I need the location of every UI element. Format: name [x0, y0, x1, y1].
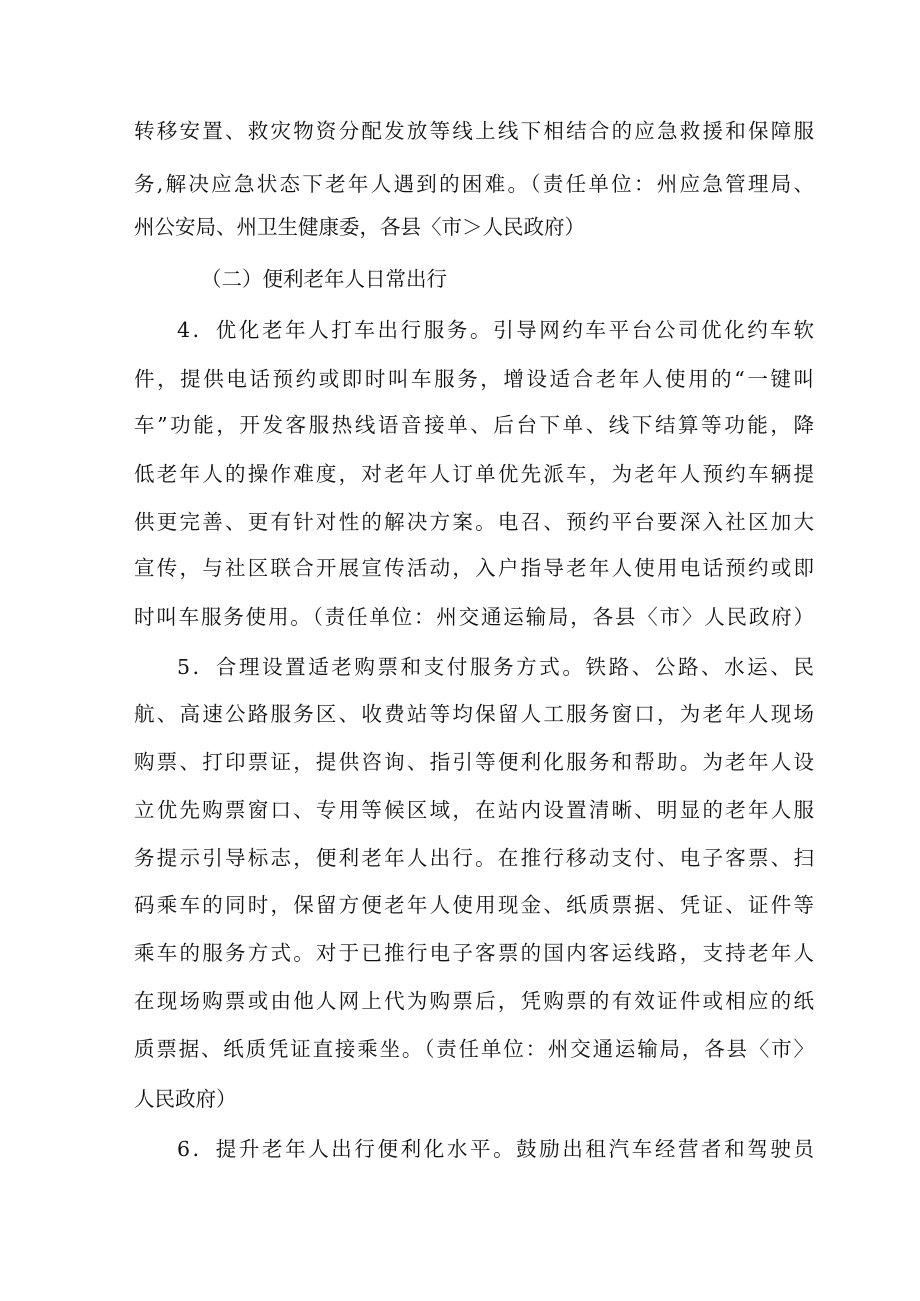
item-5-line: 5．合理设置适老购票和支付服务方式。铁路、公路、水运、民	[177, 655, 814, 679]
paragraph-line: 转移安置、救灾物资分配发放等线上线下相结合的应急救援和保障服	[134, 119, 814, 143]
item-4-line: 件，提供电话预约或即时叫车服务，增设适合老年人使用的“一键叫	[134, 367, 814, 391]
item-4-line: 车”功能，开发客服热线语音接单、后台下单、线下结算等功能，降	[134, 413, 814, 437]
item-5-line: 码乘车的同时，保留方便老年人使用现金、纸质票据、凭证、证件等	[134, 893, 814, 917]
item-5-line: 务提示引导标志，便利老年人出行。在推行移动支付、电子客票、扫	[134, 846, 814, 870]
paragraph-line: 务,解决应急状态下老年人遇到的困难。（责任单位：州应急管理局、	[134, 172, 814, 196]
paragraph-line: 州公安局、州卫生健康委，各县〈市＞人民政府）	[134, 215, 585, 239]
item-5-line: 立优先购票窗口、专用等候区域，在站内设置清晰、明显的老年人服	[134, 798, 814, 822]
item-4-line: 低老年人的操作难度，对老年人订单优先派车，为老年人预约车辆提	[134, 462, 814, 486]
item-5-line: 乘车的服务方式。对于已推行电子客票的国内客运线路，支持老年人	[134, 941, 814, 965]
item-5-line: 在现场购票或由他人网上代为购票后，凭购票的有效证件或相应的纸	[134, 989, 814, 1013]
item-5-line: 质票据、纸质凭证直接乘坐。（责任单位：州交通运输局，各县〈市〉	[134, 1037, 814, 1061]
item-5-line: 人民政府）	[134, 1087, 237, 1111]
item-4-line: 时叫车服务使用。（责任单位：州交通运输局，各县〈市〉人民政府）	[134, 605, 814, 629]
item-4-line: 4．优化老年人打车出行服务。引导网约车平台公司优化约车软	[177, 318, 814, 342]
section-heading: （二）便利老年人日常出行	[201, 267, 447, 291]
item-6-line: 6．提升老年人出行便利化水平。鼓励出租汽车经营者和驾驶员	[177, 1137, 814, 1161]
item-5-line: 航、高速公路服务区、收费站等均保留人工服务窗口，为老年人现场	[134, 702, 814, 726]
item-4-line: 供更完善、更有针对性的解决方案。电召、预约平台要深入社区加大	[134, 510, 814, 534]
item-4-line: 宣传，与社区联合开展宣传活动，入户指导老年人使用电话预约或即	[134, 556, 814, 580]
item-5-line: 购票、打印票证，提供咨询、指引等便利化服务和帮助。为老年人设	[134, 750, 814, 774]
